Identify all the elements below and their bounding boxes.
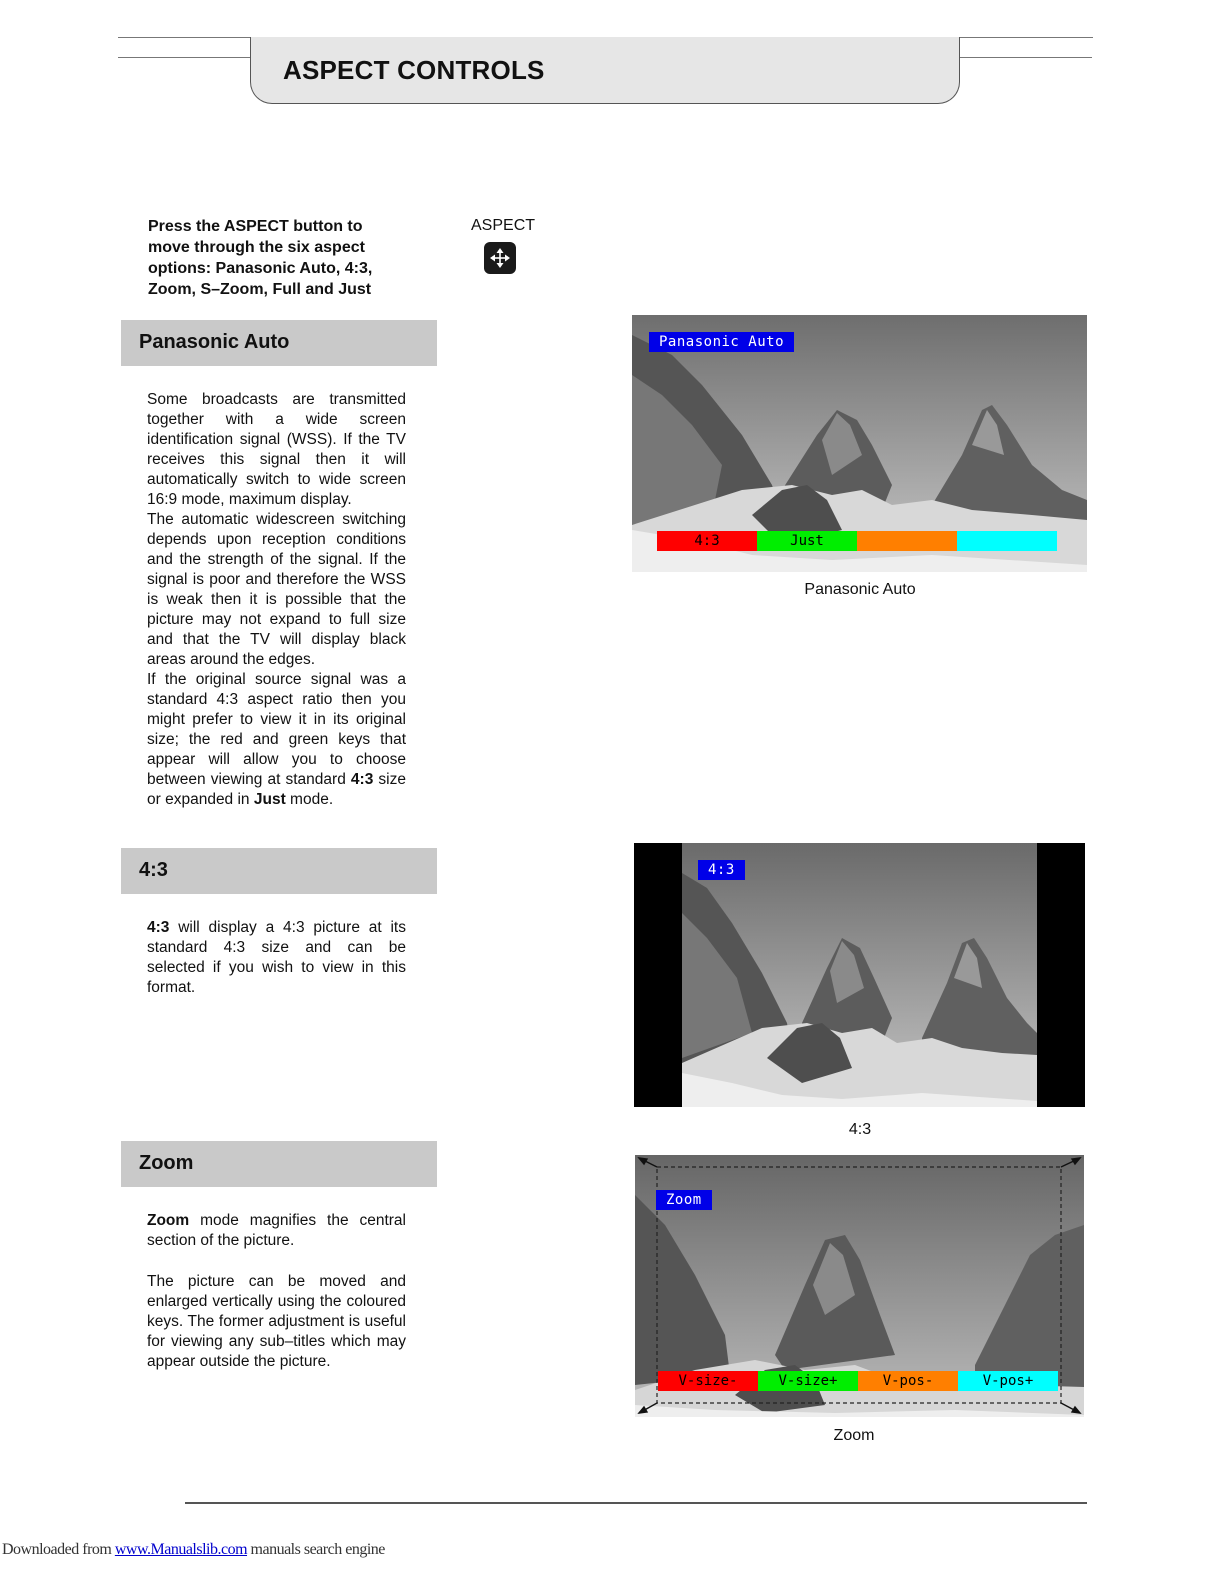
footer-rule	[185, 1502, 1087, 1504]
text-run: If the original source signal was a standard 4:3 aspect ratio then you might prefer to view it in its original size; the red and green keys that appear will allow you to choose between viewing at standard	[147, 671, 406, 788]
caption-panasonic-auto: Panasonic Auto	[804, 581, 916, 598]
footer-prefix: Downloaded from	[2, 1541, 115, 1558]
paragraph	[147, 918, 406, 998]
osd-mode-label: Panasonic Auto	[649, 332, 794, 352]
orange-key: V-pos-	[858, 1371, 958, 1391]
manualslib-link[interactable]: www.Manualslib.com	[114, 1541, 248, 1558]
header-tab	[250, 37, 960, 104]
red-key: V-size-	[658, 1371, 758, 1391]
intro-text: Press the ASPECT button to move through the six aspect options: Panasonic Auto, 4:3, Zoom, S–Zoom, Full and Just	[148, 218, 373, 298]
aspect-button-label: ASPECT	[471, 217, 536, 234]
paragraph: The automatic widescreen switching depends upon reception conditions and the strength of the signal. If the signal is poor and therefore the WSS is weak then it is possible that the picture may not expand to full size and that the TV will display black areas around the edges.	[147, 511, 406, 668]
header-rule-right	[960, 57, 1092, 58]
osd-mode-label: Zoom	[656, 1190, 712, 1210]
header-rule-left	[118, 57, 250, 58]
footer-suffix: manuals search engine	[247, 1541, 385, 1558]
osd-mode-label: 4:3	[698, 860, 745, 880]
download-footer	[2, 1541, 385, 1559]
section-heading-text: Zoom	[139, 1152, 194, 1174]
caption-zoom: Zoom	[833, 1427, 875, 1444]
bold-text: Zoom	[147, 1212, 190, 1229]
tv-screen-4-3	[634, 843, 1085, 1107]
text-run: will display a 4:3 picture at its standard 4:3 size and can be selected if you wish to view in this format.	[147, 919, 406, 996]
section-heading-zoom	[121, 1141, 437, 1187]
text-run: mode.	[285, 791, 334, 808]
orange-key	[857, 531, 957, 551]
paragraph	[147, 1211, 406, 1251]
mountain-scene-image	[682, 843, 1037, 1107]
four-way-arrows-icon	[484, 242, 516, 274]
text-run: size or expanded in	[147, 771, 406, 808]
tv-screen-zoom	[635, 1155, 1084, 1417]
cyan-key	[957, 531, 1057, 551]
colour-key-bar	[658, 1371, 1058, 1391]
page-title: ASPECT CONTROLS	[283, 55, 545, 85]
tv-screen-panasonic-auto	[632, 315, 1087, 572]
colour-key-bar	[657, 531, 1057, 551]
paragraph	[147, 670, 406, 810]
bold-text: 4:3	[147, 919, 170, 936]
aspect-button	[484, 242, 516, 274]
paragraph: The picture can be moved and enlarged vertically using the coloured keys. The former adjustment is useful for viewing any sub–titles which may appear outside the picture.	[147, 1273, 406, 1370]
section-heading-panasonic-auto	[121, 320, 437, 366]
section-heading-4-3	[121, 848, 437, 894]
bold-text: Just	[253, 791, 286, 808]
text-run: mode magnifies the central section of the picture.	[147, 1212, 406, 1249]
green-key: V-size+	[758, 1371, 858, 1391]
paragraph: Some broadcasts are transmitted together with a wide screen identification signal (WSS). If the TV receives this signal then it will automatically switch to wide screen 16:9 mode, maximum display.	[147, 391, 406, 508]
red-key: 4:3	[657, 531, 757, 551]
cyan-key: V-pos+	[958, 1371, 1058, 1391]
zoom-description	[147, 1211, 406, 1372]
section-heading-text: Panasonic Auto	[139, 331, 290, 353]
four-three-description	[147, 918, 406, 998]
panasonic-auto-description	[147, 390, 406, 810]
bold-text: 4:3	[350, 771, 374, 788]
green-key: Just	[757, 531, 857, 551]
caption-4-3: 4:3	[848, 1121, 872, 1138]
section-heading-text: 4:3	[139, 859, 168, 881]
